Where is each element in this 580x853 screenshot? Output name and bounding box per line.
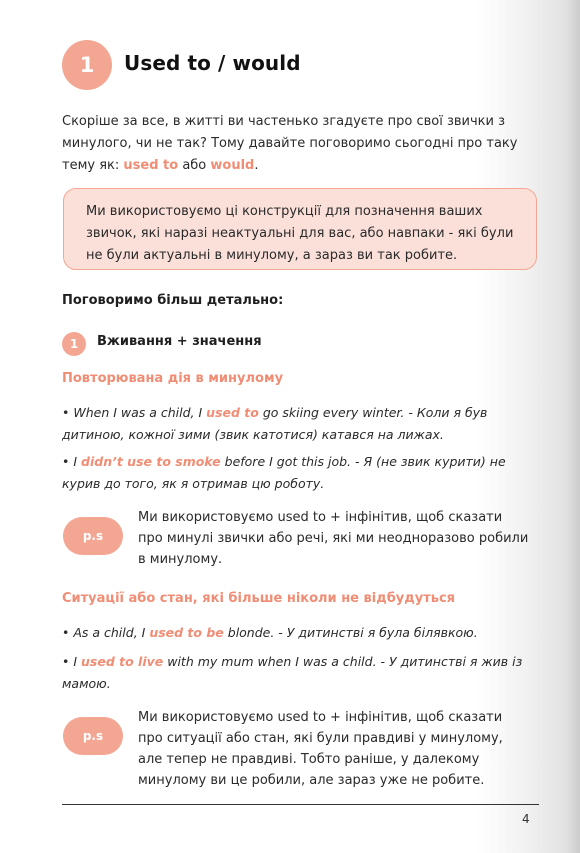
intro-paragraph: [62, 111, 524, 177]
section2-example2-b: with my mum when I was a child. - У дитинстві я жив із мамою.: [62, 654, 523, 691]
intro-text-mid: або: [178, 158, 211, 173]
intro-term-used-to: used to: [123, 158, 179, 173]
intro-text-end: .: [254, 158, 259, 173]
section2-example1: [62, 622, 532, 644]
section1-example2-highlight: didn’t use to smoke: [81, 454, 221, 469]
intro-term-would: would: [210, 158, 255, 173]
section1-ps-label: p.s: [82, 529, 104, 543]
page-number: 4: [522, 812, 530, 826]
section2-title: Ситуації або стан, які більше ніколи не відбудуться: [62, 591, 456, 606]
section1-example2-a: • I: [62, 454, 82, 469]
section1-ps-text: Ми використовуємо used to + інфінітив, щоб сказати про минулі звички або речі, які ми неодноразово робили в минулому.: [138, 510, 529, 567]
section2-example1-highlight: used to be: [149, 625, 224, 640]
page-title: Used to / would: [124, 51, 301, 75]
callout-box: [63, 188, 537, 270]
details-label: Поговоримо більш детально:: [62, 293, 284, 308]
subheading-title: Вживання + значення: [97, 334, 262, 349]
section2-example2-highlight: used to live: [81, 654, 164, 669]
section2-example2-a: • I: [62, 654, 82, 669]
section2-ps-text: Ми використовуємо used to + інфінітив, щоб сказати про ситуації або стан, які були правдиві у минулому, але тепер не правдиві. Тобто раніше, у далекому минулому ви це робили, але зараз уже не робите.: [138, 710, 503, 788]
subheading-number-badge: [62, 332, 86, 356]
section1-example2: [62, 451, 532, 495]
callout-text: Ми використовуємо ці конструкції для позначення ваших звичок, які наразі неактуальні для вас, або навпаки - які були не були актуальні в минулому, а зараз ви так робите.: [86, 204, 514, 263]
chapter-number: 1: [79, 53, 95, 77]
section1-title: Повторювана дія в минулому: [62, 371, 284, 386]
section1-example1-a: • When I was a child, I: [62, 405, 207, 420]
section1-example1: [62, 402, 532, 446]
intro-text-start: Скоріше за все, в житті ви частенько згадуєте про свої звички з минулого, чи не так? Тому давайте поговоримо сьогодні про таку тему як:: [62, 114, 518, 173]
footer-divider: [62, 804, 539, 805]
section2-ps-badge: [63, 717, 123, 755]
section1-example1-highlight: used to: [206, 405, 259, 420]
subheading-number: 1: [69, 337, 79, 351]
section1-ps-badge: [63, 517, 123, 555]
section1-example2-b: before I got this job. - Я (не звик курити) не курив до того, як я отримав цю роботу.: [62, 454, 506, 491]
section1-example1-b: go skiing every winter. - Коли я був дитиною, кожної зими (звик катотися) катався на лижах.: [62, 405, 488, 442]
chapter-number-badge: [62, 40, 112, 90]
section2-example2: [62, 651, 532, 695]
page-spine-shadow: [566, 0, 580, 853]
section2-ps-label: p.s: [82, 729, 104, 743]
section2-example1-b: blonde. - У дитинстві я була білявкою.: [223, 625, 478, 640]
section2-example1-a: • As a child, I: [62, 625, 150, 640]
